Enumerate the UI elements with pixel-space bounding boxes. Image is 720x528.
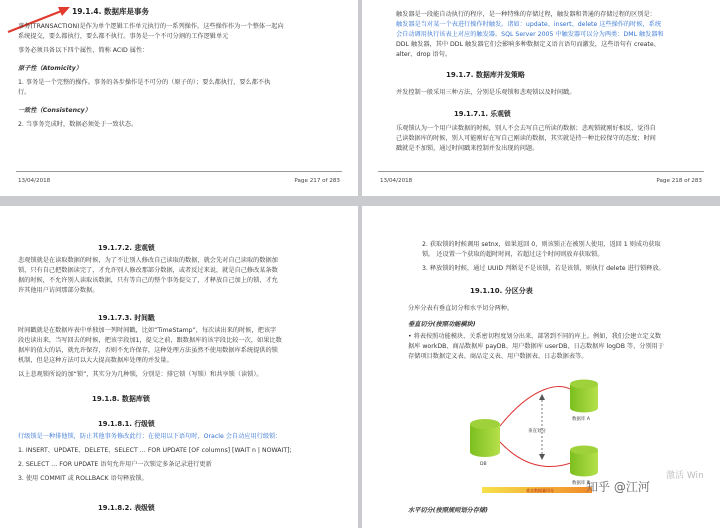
subsection-heading: 19.1.7.3. 时间戳 xyxy=(98,314,155,322)
paragraph-line: 时间戳就是在数据库表中单独加一列时间戳，比如“TimeStamp”，每次读出来的时候，把该字 xyxy=(18,327,277,334)
document-page-218 xyxy=(362,0,720,196)
paragraph-line: 段也读出来，当写回去的时候，把该字段加1，提交之前，跟数据库的该字段比较一次，如果比数 xyxy=(18,337,282,344)
footer-date: 13/04/2018 xyxy=(380,178,413,184)
list-item: • 将表按照功能模块、关系密切程度划分出来，部署到不同的库上。例如，我们会建立定义数 xyxy=(408,333,662,340)
paragraph-line: 系统提交，要么都执行，要么都不执行。事务是一个不可分割的工作逻辑单元 xyxy=(18,33,229,40)
paragraph-line: 行级锁是一种排他锁，防止其他事务修改此行；在使用以下语句时，Oracle 会自动应用行级锁： xyxy=(18,433,282,440)
paragraph-line: 触发器是当对某一个表进行操作时触发。诸如：update、insert、delete 这些操作的时候，系统 xyxy=(396,21,662,28)
footer-rule xyxy=(16,171,342,172)
subheading-consistency: 一致性（Consistency） xyxy=(18,107,91,114)
list-item: 3. 使用 COMMIT 或 ROLLBACK 语句释放锁。 xyxy=(18,475,148,482)
subsection-heading: 19.1.8.2. 表级锁 xyxy=(98,504,155,512)
paragraph-line: 触发器是一段能自动执行的程序，是一种特殊的存储过程，触发器和普通的存储过程的区别是： xyxy=(396,11,656,18)
paragraph-line: 并发控制一般采用三种方法，分别是乐观锁和悲观锁以及时间戳。 xyxy=(396,89,576,96)
db-label: DB xyxy=(480,462,487,467)
list-item: 据库 workDB、商品数据库 payDB、用户数据库 userDB、日志数据库 logDB 等，分别用于 xyxy=(408,343,665,350)
section-heading: 19.1.8. 数据库锁 xyxy=(92,395,150,403)
paragraph-line: 据库的值大的话，就允许保存，否则不允许保存，这种处理方法虽然不使用数据库系统提供的锁 xyxy=(18,347,278,354)
list-item: 2. SELECT … FOR UPDATE 语句允许用户一次锁定多条记录进行更新 xyxy=(18,461,212,468)
paragraph-line: 分库分表有垂直切分和水平切分两种。 xyxy=(408,305,514,312)
footer-rule xyxy=(378,171,704,172)
subheading-atomicity: 原子性（Atomicity） xyxy=(18,65,82,72)
document-page-217 xyxy=(0,0,358,196)
paragraph-line: alter、drop 语句。 xyxy=(396,51,452,58)
document-page-partition xyxy=(362,206,720,528)
paragraph-line: 事务(TRANSACTION)是作为单个逻辑工作单元执行的一系列操作，这些操作作为一个整体一起向 xyxy=(18,23,284,30)
subheading-horizontal-split: 水平切分(按照规则划分存储) xyxy=(408,507,488,514)
paragraph-line: 乐观锁认为一个用户读数据的时候，别人不会去写自己所读的数据；悲观锁就刚好相反，觉得自 xyxy=(396,125,656,132)
paragraph-line: 会自动调用执行该表上对应的触发器。SQL Server 2005 中触发器可以分为两类：DML 触发器和 xyxy=(396,31,664,38)
footer-page-number: Page 218 of 283 xyxy=(656,178,702,184)
paragraph-line: 据的时候，不允许别人读取该数据，只有等自己的整个事务提交了，才释放自己加上的锁，才允 xyxy=(18,277,278,284)
paragraph-line: 以上悲观锁所说的加“锁”，其实分为几种锁，分别是：排它锁（写锁）和共享锁（读锁）。 xyxy=(18,371,263,378)
list-item: 锁。 还设置一个获取的超时时间，若超过这个时间则放弃获取锁。 xyxy=(422,251,604,258)
subsection-heading: 19.1.7.1. 乐观锁 xyxy=(454,110,511,118)
list-item: 2. 当事务完成时，数据必须处于一致状态。 xyxy=(18,121,138,128)
section-heading: 19.1.10. 分区分表 xyxy=(470,287,533,295)
list-item: 1. 事务是一个完整的操作。事务的各步操作是不可分的（原子的）；要么都执行，要么都不执 xyxy=(18,79,271,86)
db-label: 数据库 B xyxy=(572,481,591,486)
paragraph-line: 事务必须具备以下四个属性，简称 ACID 属性： xyxy=(18,47,149,54)
list-item: 行。 xyxy=(18,89,31,96)
document-page-lock xyxy=(0,206,358,528)
subheading-vertical-split: 垂直切分(按照功能模块) xyxy=(408,321,476,328)
footer-page-number: Page 217 of 283 xyxy=(294,178,340,184)
list-item: 3. 释放锁的时候，通过 UUID 判断是不是该锁，若是该锁，则执行 delete 进行锁释放。 xyxy=(422,265,665,272)
paragraph-line: 戳就是不加锁，通过时间戳来控制并发出现的问题。 xyxy=(396,145,539,152)
paragraph-line: 己读数据库的时候，别人可能刚好在写自己刚读的数据，其实就是持一种比较保守的态度；时间 xyxy=(396,135,656,142)
database-icon xyxy=(570,446,598,477)
footer-date: 13/04/2018 xyxy=(18,178,51,184)
section-heading: 19.1.7. 数据库并发策略 xyxy=(446,71,525,79)
paragraph-line: 锁，只有自己把数据读完了，才允许别人修改那部分数据，或者反过来说，就是自己修改某条数 xyxy=(18,267,278,274)
list-item: 1. INSERT、UPDATE、DELETE、SELECT … FOR UPDATE [OF columns] [WAIT n | NOWAIT]; xyxy=(18,447,292,454)
subsection-heading: 19.1.8.1. 行级锁 xyxy=(98,420,155,428)
paragraph-line: 机制，但是这种方法可以大大提高数据库处理的并发量。 xyxy=(18,357,173,364)
paragraph-line: DDL 触发器，其中 DDL 触发器它们会影响多种数据定义语言语句而激发，这些语句有 create、 xyxy=(396,41,660,48)
arrow-label: 垂直划分 xyxy=(528,429,546,434)
watermark: 知乎 @江河 xyxy=(586,480,650,494)
database-icon xyxy=(470,419,500,457)
os-activation-watermark: 激活 Win xyxy=(666,471,704,481)
list-item: 存储项目数据定义表、商品定义表、用户数据表、日志数据表等。 xyxy=(408,353,588,360)
section-heading: 19.1.4. 数据库是事务 xyxy=(72,7,150,16)
paragraph-line: 许其他用户访问那部分数据。 xyxy=(18,287,99,294)
list-item: 2. 获取锁的时候调用 setnx，如果返回 0，则该锁正在被别人使用，返回 1 则成功获取 xyxy=(422,241,661,248)
vertical-partition-diagram xyxy=(462,366,612,494)
subsection-heading: 19.1.7.2. 悲观锁 xyxy=(98,244,155,252)
db-label: 数据库 A xyxy=(572,417,591,422)
bar-label: 垂直数据量切分 xyxy=(526,488,554,493)
paragraph-line: 悲观锁就是在读取数据的时候，为了不让别人修改自己读取的数据，就会先对自己读取的数据加 xyxy=(18,257,278,264)
database-icon xyxy=(570,380,598,413)
